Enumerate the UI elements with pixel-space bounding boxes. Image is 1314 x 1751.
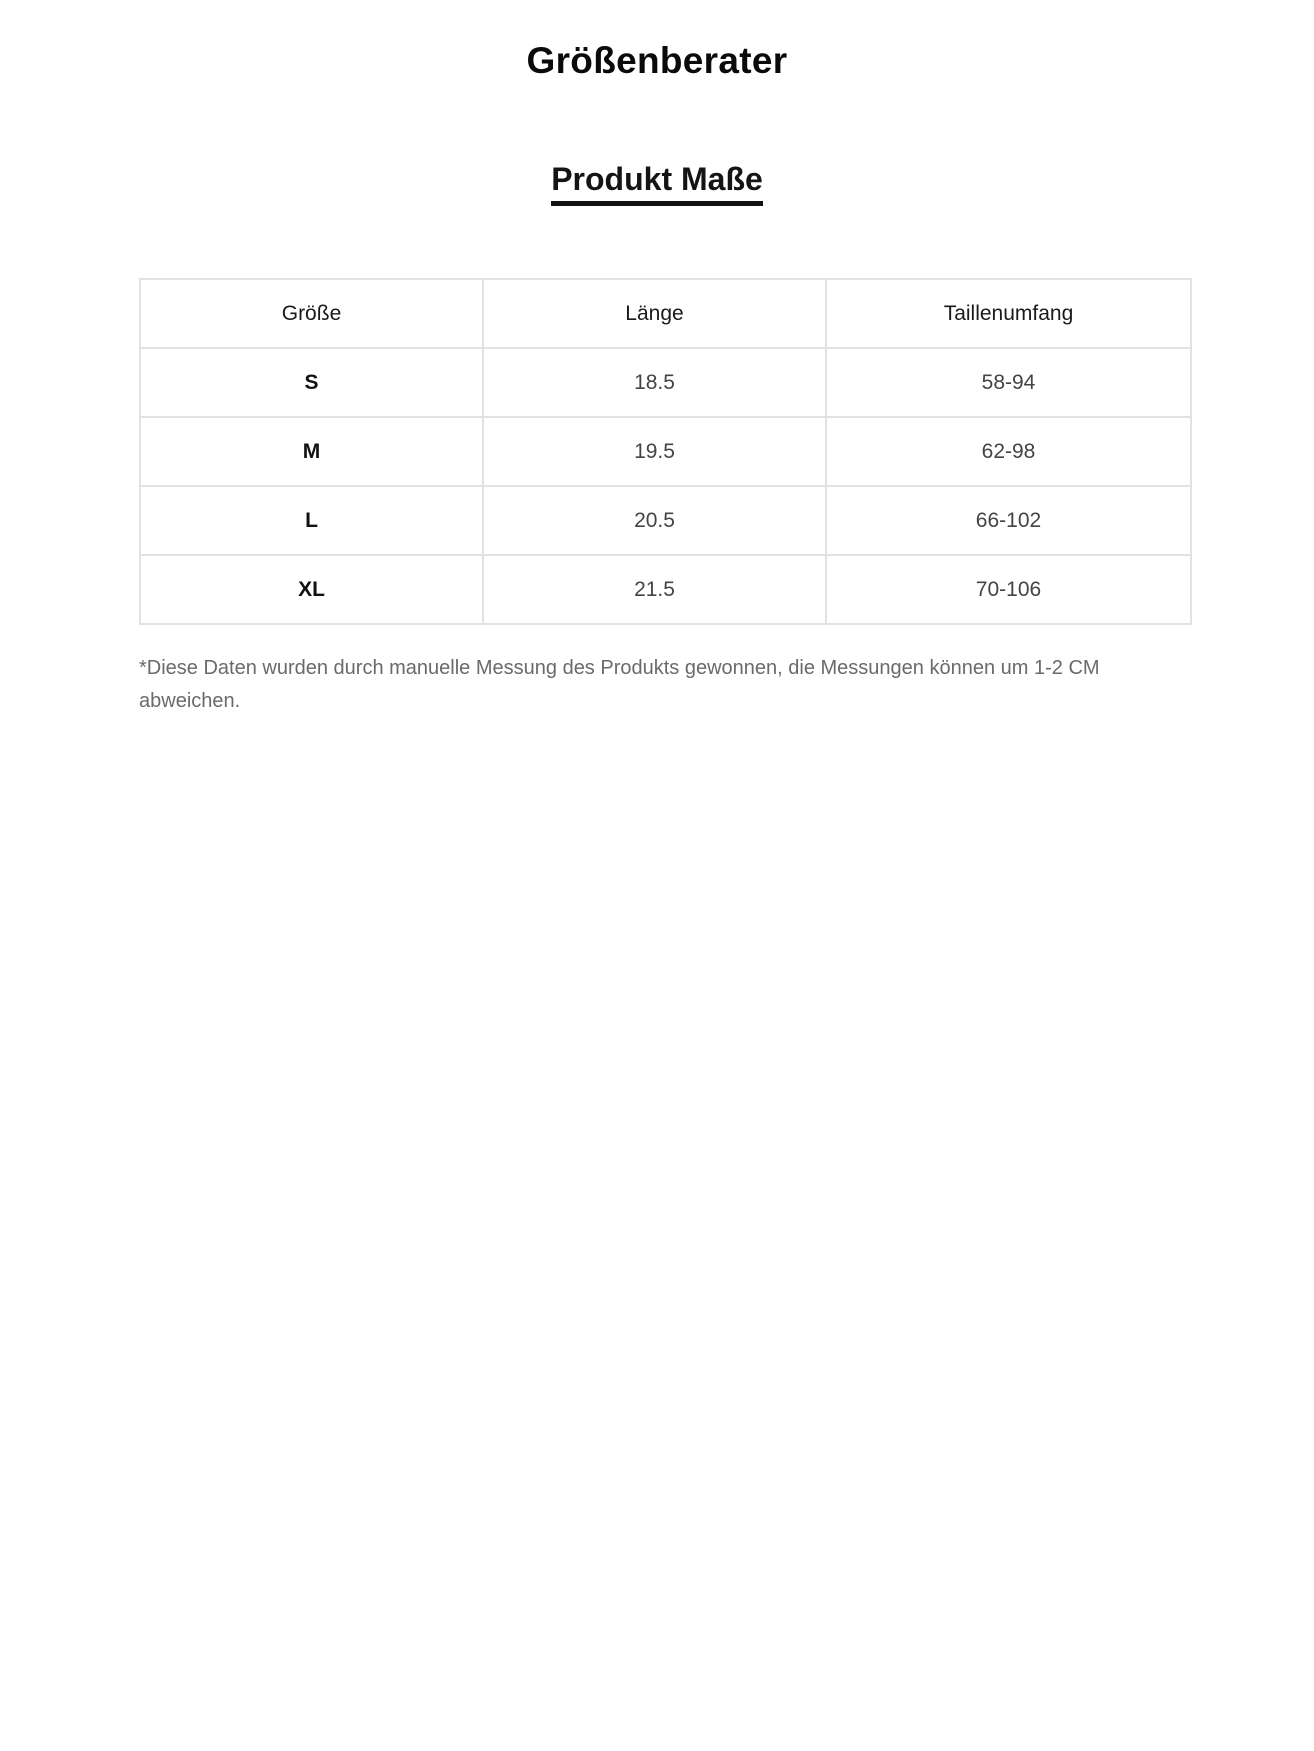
section-title-wrap	[0, 132, 1314, 232]
header-length: Länge	[483, 279, 826, 348]
length-cell: 19.5	[483, 417, 826, 486]
table-row	[140, 486, 1191, 555]
table-header-row	[140, 279, 1191, 348]
waist-cell: 70-106	[826, 555, 1191, 624]
size-cell: L	[140, 486, 483, 555]
length-cell: 21.5	[483, 555, 826, 624]
header-waist: Taillenumfang	[826, 279, 1191, 348]
size-cell: S	[140, 348, 483, 417]
waist-cell: 66-102	[826, 486, 1191, 555]
header-size: Größe	[140, 279, 483, 348]
table-row	[140, 348, 1191, 417]
measurement-footnote: *Diese Daten wurden durch manuelle Messung des Produkts gewonnen, die Messungen können um 1-2 CM abweichen.	[139, 657, 1100, 712]
waist-cell: 58-94	[826, 348, 1191, 417]
length-cell: 20.5	[483, 486, 826, 555]
size-cell: M	[140, 417, 483, 486]
page-title: Größenberater	[526, 39, 788, 81]
table-row	[140, 555, 1191, 624]
size-chart-table	[139, 278, 1192, 625]
waist-cell: 62-98	[826, 417, 1191, 486]
table-row	[140, 417, 1191, 486]
length-cell: 18.5	[483, 348, 826, 417]
size-cell: XL	[140, 555, 483, 624]
section-title: Produkt Maße	[551, 159, 763, 206]
